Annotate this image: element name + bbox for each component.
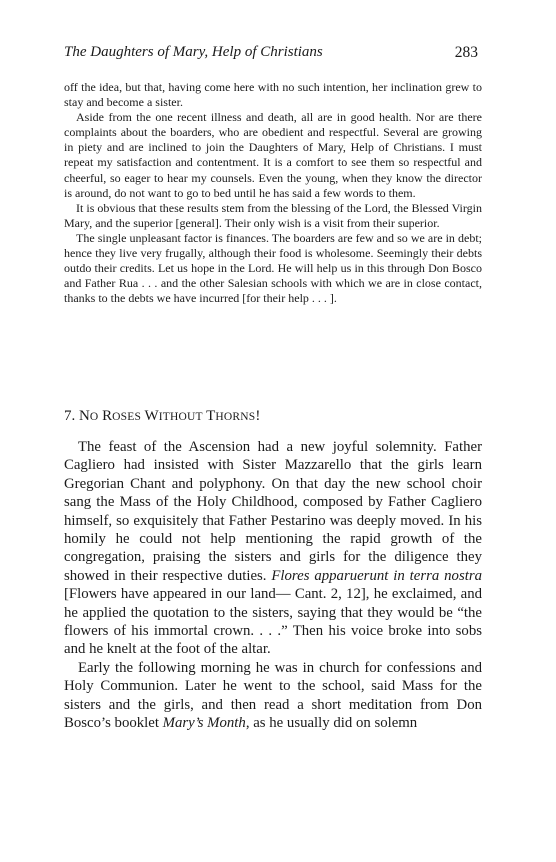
body-paragraph: Early the following morning he was in church for confessions and Holy Communion. Later he went to the school, said Mass for the sisters and the girls, and then read a short meditation from Don Bosco’s booklet Mary’s Month, as he usually did on solemn [64,659,482,732]
letter-paragraph: The single unpleasant factor is finances. The boarders are few and so we are in debt; hence they live very frugally, although their food is wholesome. Seemingly their debts outdo their credits. Let us hope in the Lord. He will help us in this through Don Bosco and Father Rua . . . and the other Salesian schools with which we are in close contact, thanks to the debts we have incurred [for their help . . . ]. [64,230,482,306]
section-title: NO ROSES WITHOUT THORNS! [79,408,261,424]
letter-paragraph: off the idea, but that, having come here with no such intention, her inclination grew to stay and become a sister. [64,80,482,110]
letter-paragraph: It is obvious that these results stem from the blessing of the Lord, the Blessed Virgin Mary, and the superior [general]. Their only wish is a visit from their superior. [64,200,482,230]
section-heading [64,406,482,427]
page-number: 283 [454,44,478,61]
running-title: The Daughters of Mary, Help of Christians [64,44,323,60]
running-header [64,44,478,68]
main-text [64,438,482,733]
book-title: Mary’s Month [162,715,246,732]
latin-quotation: Flores apparuerunt in terra nostra [271,567,482,584]
body-paragraph: The feast of the Ascension had a new joyful solemnity. Father Cagliero had insisted with Sister Mazzarello that the girls learn Gregorian Chant and polyphony. On that day the new school choir sang the Mass of the Holy Childhood, composed by Father Cagliero himself, so exquisitely that Father Pestarino was deeply moved. In his homily he could not help mentioning the rapid growth of the congregation, praising the sisters and girls for the diligence they showed in their respective duties. Flores apparuerunt in terra nostra [Flowers have appeared in our land— Cant. 2, 12], he exclaimed, and he applied the quotation to the sisters, saying that they would be “the flowers of his immortal crown. . . .” Then his voice broke into sobs and he knelt at the foot of the altar. [64,439,482,658]
letter-paragraph: Aside from the one recent illness and death, all are in good health. Nor are there complaints about the boarders, who are obedient and respectful. Several are growing in piety and are inclined to join the Daughters of Mary, Help of Christians. I must repeat my satisfaction and contentment. It is a comfort to see them so respectful and cheerful, so eager to hear my counsels. Even the young, when they know the director is around, do not want to go to bed until he has said a few words to them. [64,110,482,200]
section-number: 7. [64,408,76,424]
quoted-letter [64,80,482,306]
